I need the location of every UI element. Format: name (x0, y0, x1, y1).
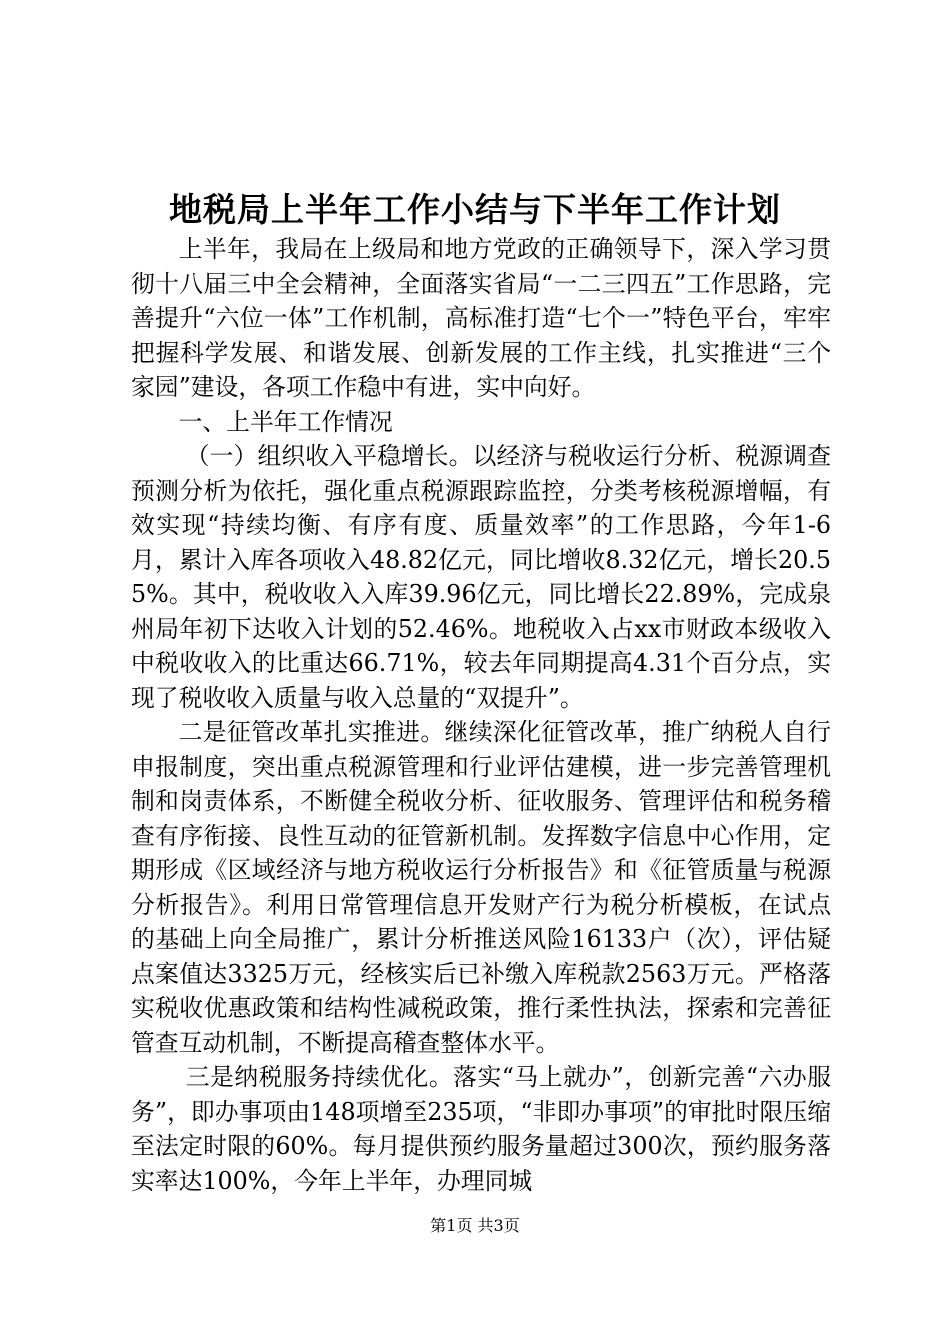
collection-reform-paragraph: 二是征管改革扎实推进。继续深化征管改革，推广纳税人自行申报制度，突出重点税源管理和行业评估建模，进一步完善管理机制和岗责体系，不断健全税收分析、征收服务、管理评估和税务稽查有序衔接、良性互动的征管新机制。发挥数字信息中心作用，定期形成《区域经济与地方税收运行分析报告》和《征管质量与税源分析报告》。利用日常管理信息开发财产行为税分析模板，在试点的基础上向全局推广，累计分析推送风险16133户（次），评估疑点案值达3325万元，经核实后已补缴入库税款2563万元。严格落实税收优惠政策和结构性减税政策，推行柔性执法，探索和完善征管查互动机制，不断提高稽查整体水平。 (131, 718, 831, 1057)
section-heading: 一、上半年工作情况 (178, 407, 393, 436)
tax-service-paragraph: 三是纳税服务持续优化。落实“马上就办”，创新完善“六办服务”，即办事项由148项增至235项，“非即办事项”的审批时限压缩至法定时限的60%。每月提供预约服务量超过300次，预约服务落实率达100%，今年上半年，办理同城 (131, 1063, 831, 1195)
intro-paragraph: 上半年，我局在上级局和地方党政的正确领导下，深入学习贯彻十八届三中全会精神，全面落实省局“一二三四五”工作思路，完善提升“六位一体”工作机制，高标准打造“七个一”特色平台，牢牢把握科学发展、和谐发展、创新发展的工作主线，扎实推进“三个家园”建设，各项工作稳中有进，实中向好。 (131, 235, 831, 401)
revenue-paragraph: （一）组织收入平稳增长。以经济与税收运行分析、税源调查预测分析为依托，强化重点税源跟踪监控，分类考核税源增幅，有效实现“持续均衡、有序有度、质量效率”的工作思路，今年1-6月，累计入库各项收入48.82亿元，同比增收8.32亿元，增长20.55%。其中，税收收入入库39.96亿元，同比增长22.89%，完成泉州局年初下达收入计划的52.46%。地税收入占xx市财政本级收入中税收收入的比重达66.71%，较去年同期提高4.31个百分点，实现了税收收入质量与收入总量的“双提升”。 (131, 442, 831, 712)
document-title: 地税局上半年工作小结与下半年工作计划 (169, 190, 781, 229)
document-body (131, 232, 831, 1198)
page-footer: 第1页 共3页 (430, 1216, 520, 1235)
